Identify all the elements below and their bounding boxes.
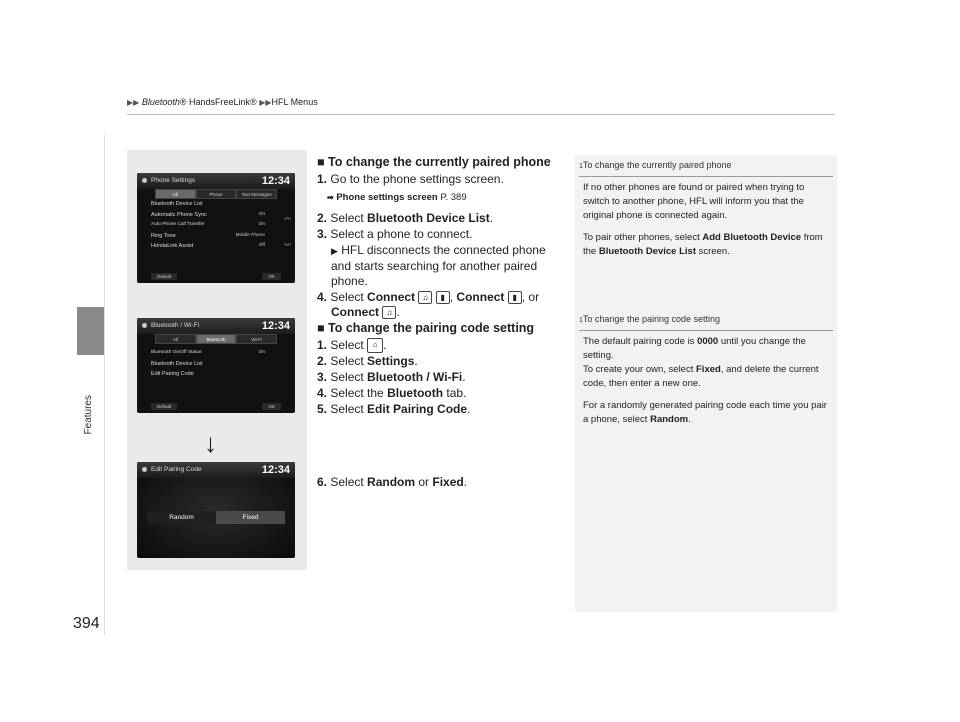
step-number: 4. — [317, 386, 328, 401]
note-paragraph: If no other phones are found or paired when trying to switch to another phone, HFL will inform you that the original phone is connected again. — [583, 182, 805, 221]
step-number: 1. — [317, 172, 328, 186]
row-label: Ring Tone — [151, 232, 176, 239]
step-bold: Bluetooth Device List — [367, 211, 490, 225]
note-marker-icon: 1 — [579, 163, 583, 170]
breadcrumb — [127, 97, 318, 107]
screen-clock: 12:34 — [261, 320, 290, 332]
row-value: On — [258, 222, 265, 227]
step-text: Select — [330, 370, 368, 385]
step-number: 2. — [317, 211, 328, 225]
period: . — [383, 338, 387, 352]
list-item[interactable] — [137, 359, 273, 370]
breadcrumb-hfl[interactable]: HandsFreeLink® — [189, 97, 257, 107]
breadcrumb-arrow-icon: ▶▶ — [259, 98, 272, 107]
period: . — [396, 305, 400, 319]
phone-settings-screen — [137, 173, 295, 283]
step-bold: Bluetooth / Wi-Fi — [367, 370, 463, 385]
step-text: Go to the phone settings screen. — [330, 172, 504, 186]
connect-label: Connect — [456, 290, 505, 304]
step-text: Select — [330, 211, 368, 225]
step-text: tab. — [443, 386, 467, 401]
period: . — [463, 475, 468, 490]
phone-icon: ▮ — [436, 291, 450, 304]
tab-all[interactable]: All — [155, 334, 196, 344]
list-item[interactable] — [137, 348, 273, 359]
tab-text-messages[interactable]: Text Messages — [236, 189, 277, 199]
instructions — [317, 155, 557, 491]
step-number: 4. — [317, 290, 328, 304]
row-label: HondaLink Assist — [151, 243, 194, 249]
or-text: or — [415, 475, 433, 490]
random-button[interactable]: Random — [147, 511, 216, 524]
notes-panel — [575, 155, 837, 612]
music-icon: ♫ — [382, 306, 396, 319]
breadcrumb-menus[interactable]: HFL Menus — [271, 97, 318, 107]
default-button[interactable]: Default — [151, 273, 177, 280]
sidebar-label: Features — [83, 395, 94, 435]
row-value: On — [258, 211, 265, 217]
step-number: 3. — [317, 227, 328, 241]
screen-title: Bluetooth / Wi-Fi — [137, 318, 295, 334]
header-rule — [127, 114, 835, 115]
step-sub — [331, 243, 557, 289]
list-item[interactable] — [137, 199, 273, 210]
home-icon: ⌂ — [367, 338, 383, 353]
step — [317, 338, 557, 353]
step-text: Select — [330, 354, 368, 369]
note-paragraph: To pair other phones, select Add Bluetooth Device from the Bluetooth Device List screen. — [583, 232, 823, 257]
list-item[interactable] — [137, 220, 273, 231]
row-label: Auto Phone Call Transfer — [151, 222, 205, 227]
step-text: Select a phone to connect. — [330, 227, 473, 241]
breadcrumb-bluetooth[interactable]: Bluetooth — [141, 97, 180, 107]
note-marker-icon: 1 — [579, 317, 583, 324]
screen-footer — [151, 403, 281, 410]
bluetooth-wifi-screen — [137, 318, 295, 413]
step-number: 5. — [317, 402, 328, 417]
ref-label: Phone settings screen — [336, 192, 438, 203]
step — [317, 475, 557, 490]
step-number: 2. — [317, 354, 328, 369]
note-pairing-code — [579, 312, 833, 435]
pairing-options — [147, 511, 285, 524]
step-number: 1. — [317, 338, 328, 352]
step-text: HFL disconnects the connected phone and starts searching for another paired phone. — [331, 243, 546, 288]
step-text: Select — [330, 402, 368, 417]
step — [317, 354, 557, 369]
list-item[interactable] — [137, 241, 273, 252]
note-paragraph: The default pairing code is 0000 until you change the setting. — [583, 336, 806, 361]
note-title-text: To change the pairing code setting — [582, 314, 721, 324]
step-text: Select — [330, 338, 364, 352]
step-bold: Bluetooth — [387, 386, 444, 401]
edit-pairing-screen — [137, 462, 295, 558]
sidebar-divider — [104, 135, 105, 635]
ok-button[interactable]: OK — [262, 403, 281, 410]
step — [317, 402, 557, 417]
step — [317, 172, 557, 187]
note-title — [579, 158, 833, 177]
row-value: On — [258, 350, 265, 355]
tab-all[interactable]: All — [155, 189, 196, 199]
period: . — [467, 402, 471, 417]
tab-bluetooth[interactable]: Bluetooth — [196, 334, 237, 344]
reg-mark: ® — [179, 97, 187, 107]
row-value: Off — [258, 243, 265, 248]
step-text: Select — [330, 475, 368, 490]
screen-title: Phone Settings — [137, 173, 295, 189]
row-value: Mobile Phone — [235, 232, 265, 238]
period: . — [489, 211, 494, 225]
phone-icon: ▮ — [508, 291, 522, 304]
breadcrumb-arrow-icon: ▶▶ — [127, 98, 140, 107]
step — [317, 227, 557, 242]
screen-footer — [151, 273, 281, 280]
note-title — [579, 312, 833, 331]
step — [317, 370, 557, 385]
step: 4. Select Connect ♫ ▮ , Connect ▮ , or Connect ♫ . — [317, 290, 540, 319]
step — [317, 386, 557, 401]
down-arrow-icon: ↓ — [204, 428, 217, 458]
or-text: , or — [521, 290, 540, 304]
ref-page: P. 389 — [440, 192, 467, 203]
step-number: 3. — [317, 370, 328, 385]
note-paired-phone — [579, 158, 833, 267]
step-number: 6. — [317, 475, 328, 490]
screen-title: Edit Pairing Code — [137, 462, 295, 478]
row-label: Edit Pairing Code — [151, 371, 194, 377]
page-number: 394 — [73, 615, 100, 632]
row-label: Bluetooth Device List — [151, 360, 203, 367]
step-text: Select the — [330, 386, 388, 401]
ref-arrow-icon: ➡ — [327, 193, 334, 202]
period: . — [462, 370, 466, 385]
note-paragraph: To create your own, select Fixed, and delete the current code, then enter a new one. — [583, 364, 819, 389]
screen-clock: 12:34 — [261, 464, 290, 476]
row-label: Bluetooth Device List — [151, 201, 203, 207]
note-paragraph: For a randomly generated pairing code each time you pair a phone, select Random. — [583, 400, 827, 425]
step-bold: Fixed — [432, 475, 464, 490]
default-button[interactable]: Default — [151, 403, 177, 410]
list-item[interactable] — [137, 210, 273, 221]
screenshot-panel — [127, 150, 307, 570]
step-text: Select — [330, 290, 368, 304]
tab-wifi[interactable]: Wi-Fi — [236, 334, 277, 344]
music-icon: ♫ — [418, 291, 432, 304]
note-title-text: To change the currently paired phone — [582, 160, 732, 170]
page-reference[interactable] — [327, 190, 557, 205]
list-item[interactable] — [137, 231, 273, 242]
fixed-button[interactable]: Fixed — [216, 511, 285, 524]
step — [317, 211, 557, 226]
ok-button[interactable]: OK — [262, 273, 281, 280]
screen-tabs — [155, 334, 277, 344]
period: . — [414, 354, 418, 369]
row-label: Bluetooth On/Off Status — [151, 350, 202, 355]
connect-label: Connect — [367, 290, 416, 304]
step-bold: Edit Pairing Code — [367, 402, 468, 417]
sidebar-tab — [77, 307, 104, 355]
step-bold: Random — [367, 475, 416, 490]
list-item[interactable] — [137, 369, 273, 380]
screen-tabs — [155, 189, 277, 199]
step-bold: Settings — [367, 354, 415, 369]
screen-clock: 12:34 — [261, 175, 290, 187]
connect-label: Connect — [331, 305, 379, 319]
row-label: Automatic Phone Sync — [151, 211, 207, 218]
tab-phone[interactable]: Phone — [196, 189, 237, 199]
result-arrow-icon: ▶ — [331, 246, 338, 256]
section-heading: ■ To change the currently paired phone — [317, 155, 551, 169]
section-heading: ■ To change the pairing code setting — [317, 321, 535, 335]
scroll-arrows-icon[interactable]: ︽ ︾ — [284, 214, 291, 251]
